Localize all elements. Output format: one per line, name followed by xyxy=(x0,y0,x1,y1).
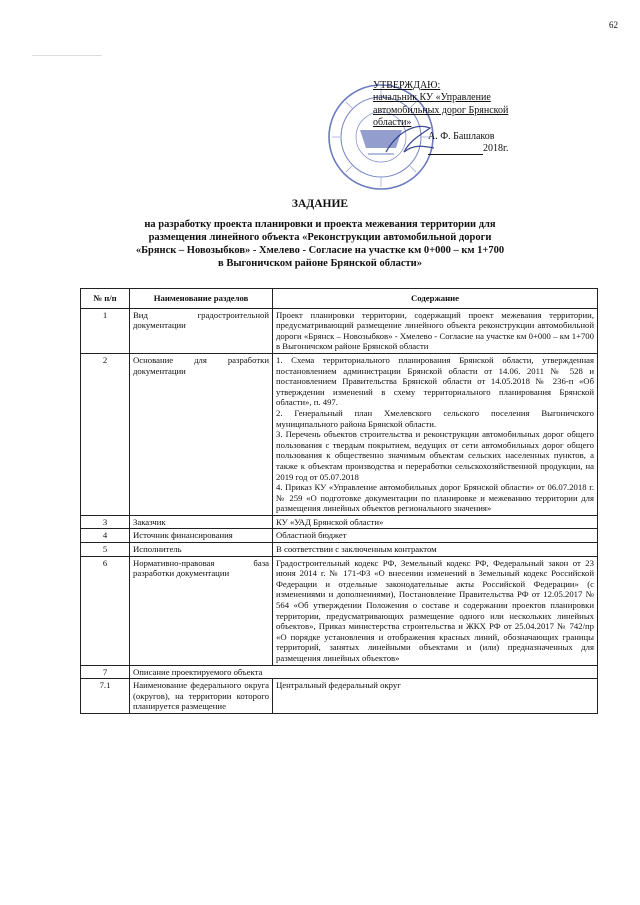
approval-line-2: автомобильных дорог Брянской xyxy=(373,104,509,116)
row-name: Источник финансирования xyxy=(130,529,273,543)
content-item: 4. Приказ КУ «Управление автомобильных дорог Брянской области» от 06.07.2018 г. № 259 «О подготовке документации по планировке и межеванию территории для размещения линейных объектов регионального значения» xyxy=(276,482,594,514)
row-content: КУ «УАД Брянской области» xyxy=(273,515,598,529)
approval-line-3: области» xyxy=(373,117,412,129)
table-row xyxy=(81,353,598,515)
document-title: ЗАДАНИЕ xyxy=(291,198,349,210)
table-row xyxy=(81,556,598,665)
content-item: 3. Перечень объектов строительства и реконструкции автомобильных дорог общего пользования с твердым покрытием, ведущих от сети автомобильных дорог общего пользования к общественно значимым объектам сельских населенных пунктов, а также к объектам производства и переработки сельскохозяйственной продукции, на 2019 год от 05.07.2018 xyxy=(276,429,594,482)
header-num: № п/п xyxy=(81,289,130,309)
table-row xyxy=(81,515,598,529)
row-num: 5 xyxy=(81,543,130,557)
row-name: Заказчик xyxy=(130,515,273,529)
row-name: Вид градостроительной документации xyxy=(130,308,273,353)
table-row xyxy=(81,308,598,353)
row-name: Основание для разработки документации xyxy=(130,353,273,515)
table-row xyxy=(81,665,598,679)
row-content: Областной бюджет xyxy=(273,529,598,543)
approval-block xyxy=(373,80,613,155)
row-num: 2 xyxy=(81,353,130,515)
row-content: В соответствии с заключенным контрактом xyxy=(273,543,598,557)
header-content: Содержание xyxy=(273,289,598,309)
approval-heading: УТВЕРЖДАЮ: xyxy=(373,80,441,91)
row-content xyxy=(273,353,598,515)
subtitle-line-3: «Брянск – Новозыбков» - Хмелево - Согласие на участке км 0+000 – км 1+700 xyxy=(135,245,505,256)
scan-artifact xyxy=(32,55,102,56)
row-num: 7 xyxy=(81,665,130,679)
content-item: 2. Генеральный план Хмелевского сельского поселения Выгоничского муниципального района Брянской области. xyxy=(276,407,594,429)
table-row xyxy=(81,543,598,557)
subtitle-line-4: в Выгоничском районе Брянской области» xyxy=(218,258,422,269)
header-name: Наименование разделов xyxy=(130,289,273,309)
row-name: Исполнитель xyxy=(130,543,273,557)
approval-year: 2018г. xyxy=(483,143,509,155)
table-row xyxy=(81,529,598,543)
table-row xyxy=(81,679,598,714)
row-content: Центральный федеральный округ xyxy=(273,679,598,714)
row-name: Наименование федерального округа (округов), на территории которого планируется размещение xyxy=(130,679,273,714)
row-num: 7.1 xyxy=(81,679,130,714)
row-content: Градостроительный кодекс РФ, Земельный кодекс РФ, Федеральный закон от 23 июня 2014 г. № 171-ФЗ «О внесении изменений в Земельный кодекс Российской Федерации и отдельные законодательные акты Российской Федерации» (с изменениями и дополнениями), Постановление Правительства РФ от 12.05.2017 № 564 «Об утверждении Положения о составе и содержании проектов планировки территории, предусматривающих размещение одного или нескольких линейных объектов», Приказ министерства строительства и ЖКХ РФ от 25.04.2017 № 742/пр «О порядке установления и отображения красных линий, обозначающих границы территорий, занятых линейными объектами и (или) предназначенных для размещения линейных объектов» xyxy=(273,556,598,665)
row-num: 3 xyxy=(81,515,130,529)
row-num: 6 xyxy=(81,556,130,665)
row-name: Описание проектируемого объекта xyxy=(130,665,598,679)
task-table xyxy=(80,288,598,714)
subtitle-line-1: на разработку проекта планировки и проекта межевания территории для xyxy=(144,219,496,230)
page-number: 62 xyxy=(609,20,618,30)
table-header-row xyxy=(81,289,598,309)
row-num: 4 xyxy=(81,529,130,543)
document-subtitle xyxy=(0,218,640,270)
subtitle-line-2: размещения линейного объекта «Реконструкции автомобильной дороги xyxy=(148,232,492,243)
row-num: 1 xyxy=(81,308,130,353)
approval-line-1: начальник КУ «Управление xyxy=(373,92,491,104)
date-line xyxy=(428,144,483,155)
row-name: Нормативно-правовая база разработки документации xyxy=(130,556,273,665)
content-item: 1. Схема территориального планирования Брянской области, утвержденная постановлением администрации Брянской области от 14.06. 2011 № 528 и постановлением Правительства Брянской области от 14.05.2018 № 236-п «Об утверждении изменений в схему территориального планирования Брянской области», п. 497. xyxy=(276,354,594,408)
row-content: Проект планировки территории, содержащий проект межевания территории, предусматривающий размещение линейного объекта реконструкции автомобильной дороги «Брянск – Новозыбков» - Хмелево - Согласие на участке км 0+000 – км 1+700 в Выгоничском районе Брянской области xyxy=(273,308,598,353)
approval-signatory: А. Ф. Башлаков xyxy=(428,130,495,142)
